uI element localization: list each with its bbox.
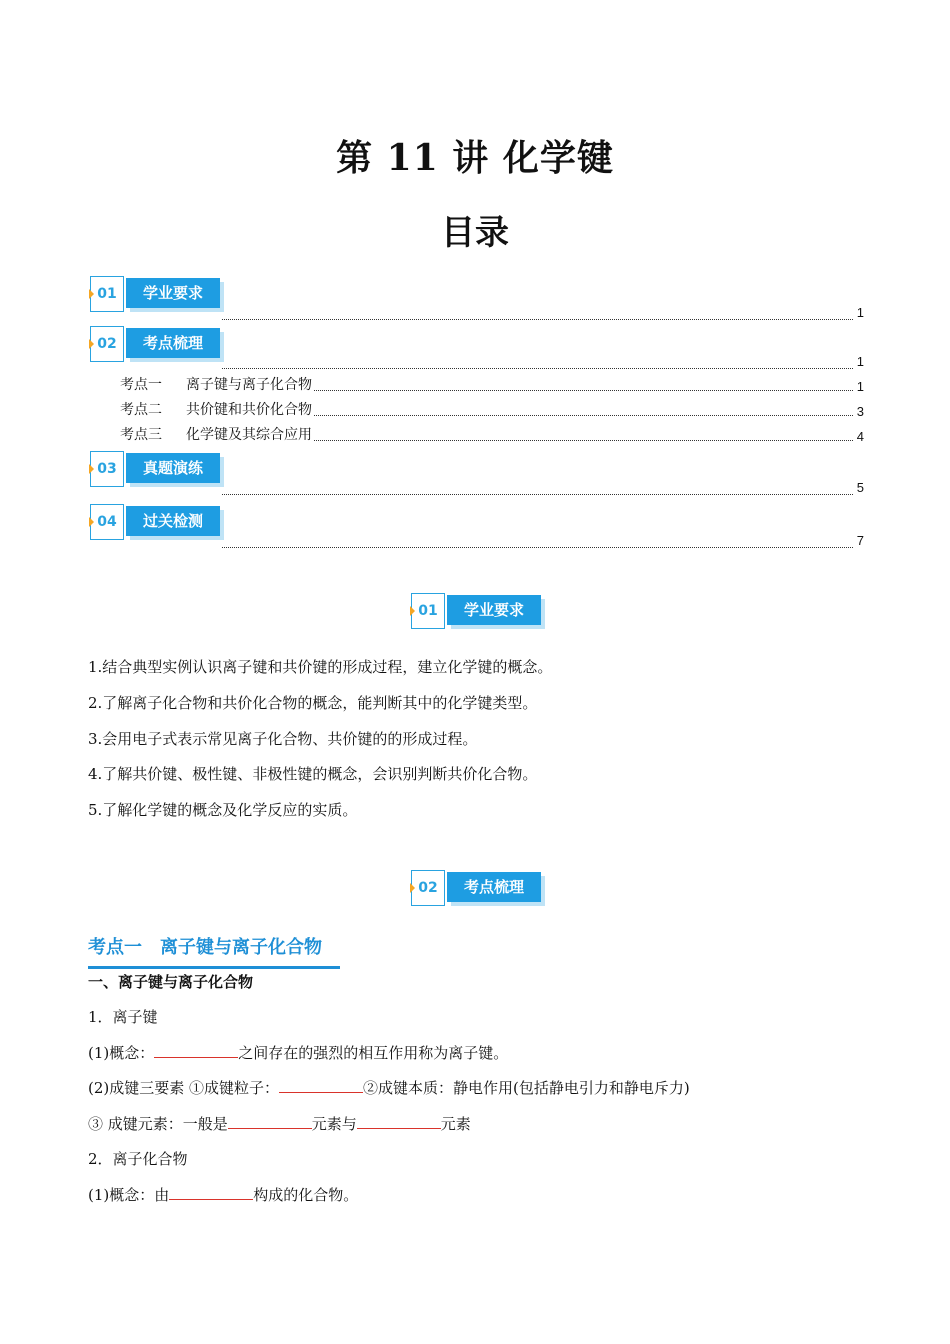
dot-leader <box>222 536 853 548</box>
toc-entry[interactable] <box>120 426 864 444</box>
requirement-item: 3.会用电子式表示常见离子化合物、共价键的的形成过程。 <box>88 730 478 748</box>
key-point-title: 考点一 离子键与离子化合物 <box>88 933 340 969</box>
toc-page-number: 4 <box>856 429 864 444</box>
bond-elements-line <box>88 1113 471 1134</box>
section-label: 过关检测 <box>126 506 220 536</box>
toc-page-number: 1 <box>856 305 864 320</box>
toc-section-badge[interactable] <box>90 504 220 542</box>
line-text: 元素与 <box>311 1115 357 1133</box>
concept-line <box>88 1042 508 1063</box>
elements-line <box>88 1077 690 1098</box>
toc-entry[interactable] <box>120 376 864 394</box>
section-number: 03 <box>90 451 124 487</box>
toc-leader-line[interactable] <box>222 532 864 548</box>
section-number: 01 <box>90 276 124 312</box>
line-text: (1)概念：由 <box>88 1186 170 1204</box>
line-text: (2)成键三要素 ①成键粒子： <box>88 1079 280 1097</box>
requirement-item: 4.了解共价键、极性键、非极性键的概念，会识别判断共价化合物。 <box>88 765 538 783</box>
toc-page-number: 3 <box>856 404 864 419</box>
toc-section-badge[interactable] <box>90 276 220 314</box>
toc-page-number: 1 <box>856 354 864 369</box>
toc-leader-line[interactable] <box>222 353 864 369</box>
section-label: 考点梳理 <box>126 328 220 358</box>
fill-blank[interactable] <box>228 1114 312 1129</box>
fill-blank[interactable] <box>357 1114 441 1129</box>
line-text: ②成键本质：静电作用(包括静电引力和静电斥力) <box>363 1079 690 1097</box>
requirement-item: 1.结合典型实例认识离子键和共价键的形成过程，建立化学键的概念。 <box>88 658 553 676</box>
line-text: 之间存在的强烈的相互作用称为离子键。 <box>238 1044 509 1062</box>
toc-page-number: 5 <box>856 480 864 495</box>
toc-heading: 目录 <box>441 213 509 253</box>
dot-leader <box>222 357 853 369</box>
toc-entry-key: 考点三 <box>120 427 162 443</box>
dot-leader <box>314 390 853 391</box>
toc-section-badge[interactable] <box>90 451 220 489</box>
requirement-item: 2.了解离子化合物和共价化合物的概念，能判断其中的化学键类型。 <box>88 694 538 712</box>
section-heading: 一、离子键与离子化合物 <box>88 973 254 991</box>
section-label: 考点梳理 <box>447 872 541 902</box>
subheading-ionic-bond: 1．离子键 <box>88 1008 158 1026</box>
subheading-ionic-compound: 2．离子化合物 <box>88 1150 188 1168</box>
line-text: ③ 成键元素：一般是 <box>88 1115 228 1133</box>
fill-blank[interactable] <box>154 1043 238 1058</box>
line-text: 构成的化合物。 <box>253 1186 359 1204</box>
toc-page-number: 7 <box>856 533 864 548</box>
section-number: 02 <box>90 326 124 362</box>
section-label: 真题演练 <box>126 453 220 483</box>
toc-entry-text: 化学键及其综合应用 <box>186 427 312 443</box>
line-text: (1)概念： <box>88 1044 155 1062</box>
toc-leader-line[interactable] <box>222 304 864 320</box>
toc-entry-text: 共价键和共价化合物 <box>186 402 312 418</box>
toc-entry-key: 考点一 <box>120 377 162 393</box>
dot-leader <box>314 440 853 441</box>
section-badge-review <box>411 870 541 908</box>
document-title: 第 11 讲 化学键 <box>336 137 614 179</box>
line-text: 元素 <box>440 1115 471 1133</box>
toc-leader-line[interactable] <box>222 479 864 495</box>
section-number: 01 <box>411 593 445 629</box>
compound-concept-line <box>88 1184 358 1205</box>
dot-leader <box>222 308 853 320</box>
dot-leader <box>314 415 853 416</box>
section-badge-requirements <box>411 593 541 631</box>
section-label: 学业要求 <box>126 278 220 308</box>
toc-section-badge[interactable] <box>90 326 220 364</box>
toc-entry[interactable] <box>120 401 864 419</box>
section-number: 04 <box>90 504 124 540</box>
section-number: 02 <box>411 870 445 906</box>
fill-blank[interactable] <box>169 1185 253 1200</box>
toc-page-number: 1 <box>856 379 864 394</box>
section-label: 学业要求 <box>447 595 541 625</box>
toc-entry-text: 离子键与离子化合物 <box>186 377 312 393</box>
toc-entry-key: 考点二 <box>120 402 162 418</box>
dot-leader <box>222 483 853 495</box>
fill-blank[interactable] <box>279 1078 363 1093</box>
requirement-item: 5.了解化学键的概念及化学反应的实质。 <box>88 801 358 819</box>
